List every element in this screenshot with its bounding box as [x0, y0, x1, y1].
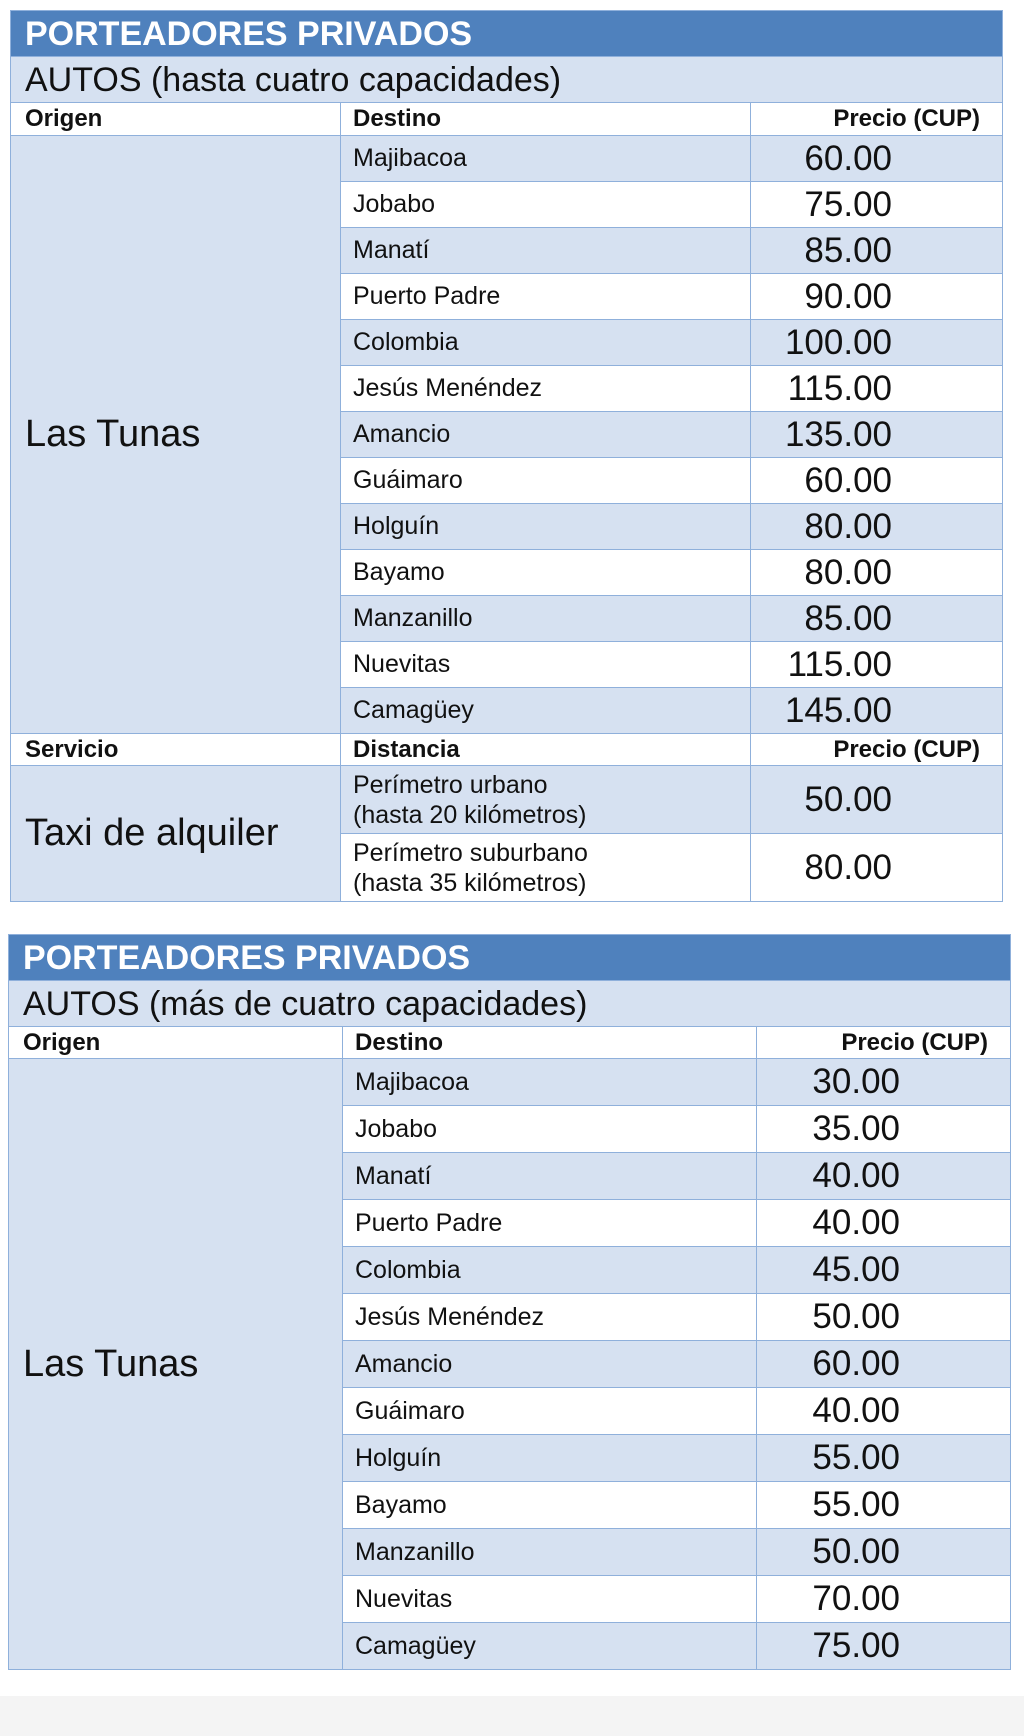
service-cell: Taxi de alquiler: [11, 766, 341, 902]
destination-cell: Majibacoa: [341, 136, 751, 182]
destination-cell: Bayamo: [341, 550, 751, 596]
header-destination: Destino: [343, 1027, 757, 1059]
destination-cell: Majibacoa: [343, 1059, 757, 1106]
price-table-more-than-four: [8, 934, 1011, 1670]
header-origin: Origen: [9, 1027, 343, 1059]
distance-line: (hasta 35 kilómetros): [353, 868, 587, 897]
destination-cell: Manatí: [343, 1153, 757, 1200]
price-cell: 70.00: [757, 1576, 1011, 1623]
header-price: Precio (CUP): [751, 103, 1003, 136]
price-cell: 45.00: [757, 1247, 1011, 1294]
distance-line: Perímetro suburbano: [353, 838, 588, 867]
destination-cell: Jobabo: [341, 182, 751, 228]
destination-cell: Puerto Padre: [343, 1200, 757, 1247]
price-cell: 60.00: [751, 458, 1003, 504]
price-cell: 115.00: [751, 366, 1003, 412]
price-cell: 75.00: [751, 182, 1003, 228]
price-cell: 50.00: [757, 1294, 1011, 1341]
price-cell: 80.00: [751, 550, 1003, 596]
page-footer-strip: [0, 1696, 1024, 1736]
price-cell: 80.00: [751, 834, 1003, 902]
price-cell: 40.00: [757, 1200, 1011, 1247]
table-title: PORTEADORES PRIVADOS: [9, 935, 1011, 981]
price-cell: 75.00: [757, 1623, 1011, 1670]
destination-cell: Bayamo: [343, 1482, 757, 1529]
destination-cell: Guáimaro: [343, 1388, 757, 1435]
price-cell: 100.00: [751, 320, 1003, 366]
destination-cell: Nuevitas: [341, 642, 751, 688]
destination-cell: Jesús Menéndez: [341, 366, 751, 412]
destination-cell: Holguín: [341, 504, 751, 550]
distance-cell: [341, 834, 751, 902]
price-cell: 30.00: [757, 1059, 1011, 1106]
destination-cell: Colombia: [341, 320, 751, 366]
price-cell: 50.00: [757, 1529, 1011, 1576]
destination-cell: Manzanillo: [343, 1529, 757, 1576]
price-cell: 35.00: [757, 1106, 1011, 1153]
price-cell: 90.00: [751, 274, 1003, 320]
destination-cell: Amancio: [341, 412, 751, 458]
destination-cell: Manzanillo: [341, 596, 751, 642]
price-cell: 60.00: [751, 136, 1003, 182]
price-cell: 80.00: [751, 504, 1003, 550]
table-subtitle: AUTOS (hasta cuatro capacidades): [11, 57, 1003, 103]
header-destination: Destino: [341, 103, 751, 136]
price-cell: 50.00: [751, 766, 1003, 834]
header-service: Servicio: [11, 734, 341, 766]
header-service-price: Precio (CUP): [751, 734, 1003, 766]
price-cell: 40.00: [757, 1153, 1011, 1200]
price-cell: 85.00: [751, 228, 1003, 274]
destination-cell: Camagüey: [341, 688, 751, 734]
table-title: PORTEADORES PRIVADOS: [11, 11, 1003, 57]
distance-line: Perímetro urbano: [353, 770, 548, 799]
destination-cell: Jesús Menéndez: [343, 1294, 757, 1341]
destination-cell: Holguín: [343, 1435, 757, 1482]
price-cell: 55.00: [757, 1435, 1011, 1482]
origin-cell: Las Tunas: [11, 136, 341, 734]
price-cell: 135.00: [751, 412, 1003, 458]
destination-cell: Amancio: [343, 1341, 757, 1388]
price-table-up-to-four: [10, 10, 1003, 902]
price-cell: 115.00: [751, 642, 1003, 688]
header-price: Precio (CUP): [757, 1027, 1011, 1059]
destination-cell: Jobabo: [343, 1106, 757, 1153]
price-cell: 60.00: [757, 1341, 1011, 1388]
destination-cell: Puerto Padre: [341, 274, 751, 320]
price-cell: 85.00: [751, 596, 1003, 642]
destination-cell: Nuevitas: [343, 1576, 757, 1623]
distance-cell: [341, 766, 751, 834]
header-origin: Origen: [11, 103, 341, 136]
price-cell: 40.00: [757, 1388, 1011, 1435]
destination-cell: Manatí: [341, 228, 751, 274]
price-cell: 55.00: [757, 1482, 1011, 1529]
destination-cell: Camagüey: [343, 1623, 757, 1670]
table-subtitle: AUTOS (más de cuatro capacidades): [9, 981, 1011, 1027]
destination-cell: Guáimaro: [341, 458, 751, 504]
price-cell: 145.00: [751, 688, 1003, 734]
header-distance: Distancia: [341, 734, 751, 766]
origin-cell: Las Tunas: [9, 1059, 343, 1670]
distance-line: (hasta 20 kilómetros): [353, 800, 587, 829]
destination-cell: Colombia: [343, 1247, 757, 1294]
